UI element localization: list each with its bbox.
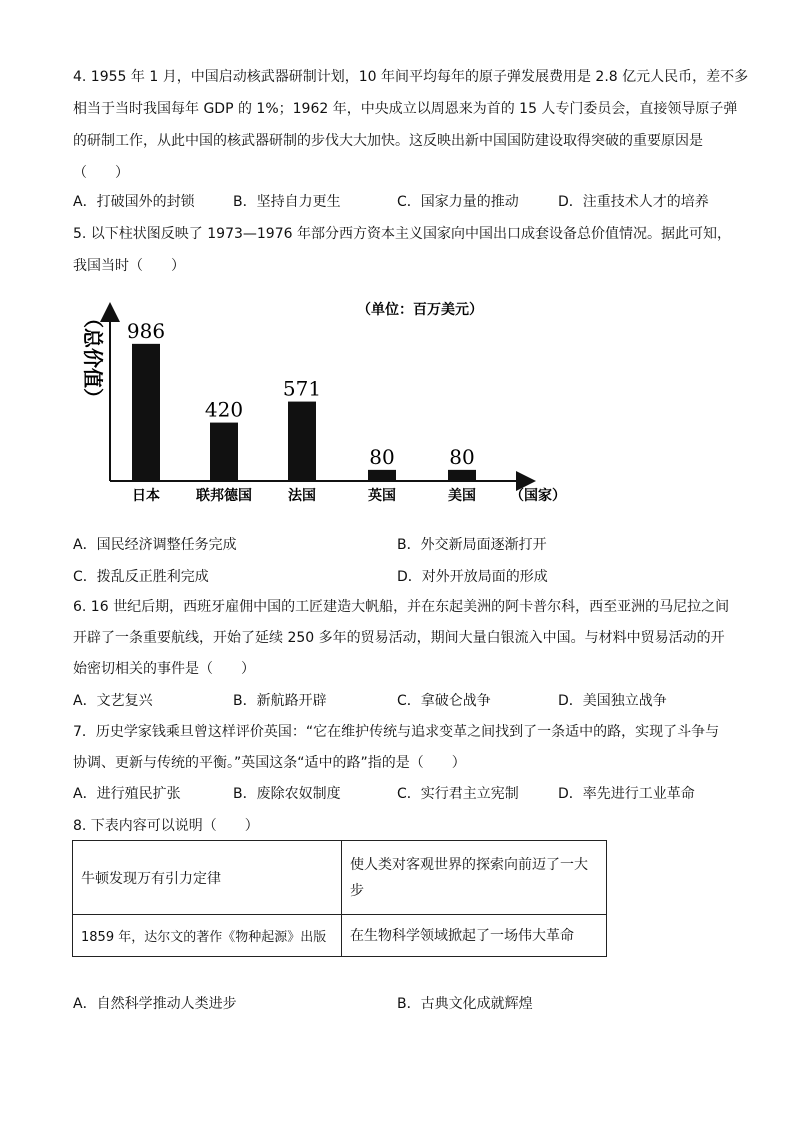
q4-option-d: D．注重技术人才的培养 bbox=[558, 194, 709, 210]
x-tick-label: 法国 bbox=[288, 488, 316, 504]
q8-table bbox=[72, 840, 607, 957]
table-cell: 1859 年，达尔文的著作《物种起源》出版 bbox=[73, 915, 342, 957]
q6-stem-line-1: 6. 16 世纪后期，西班牙雇佣中国的工匠建造大帆船，并在东起美洲的阿卡普尔科，西至亚洲的马尼拉之间 bbox=[73, 599, 730, 615]
table-cell: 在生物科学领域掀起了一场伟大革命 bbox=[342, 915, 607, 957]
q4-stem-line-3: 的研制工作，从此中国的核武器研制的步伐大大加快。这反映出新中国国防建设取得突破的重要原因是 bbox=[73, 133, 703, 149]
q7-stem-line-2: 协调、更新与传统的平衡。”英国这条“适中的路”指的是（ ） bbox=[73, 755, 466, 771]
x-tick-label: 联邦德国 bbox=[196, 488, 252, 504]
q7-option-c: C．实行君主立宪制 bbox=[397, 786, 519, 802]
q6-option-c: C．拿破仑战争 bbox=[397, 693, 491, 709]
bar-3 bbox=[368, 470, 396, 481]
bar-value-label: 986 bbox=[126, 318, 166, 343]
q6-option-b: B．新航路开辟 bbox=[233, 693, 327, 709]
bar-0 bbox=[132, 344, 160, 481]
bar-1 bbox=[210, 423, 238, 481]
q7-option-a: A．进行殖民扩张 bbox=[73, 786, 181, 802]
bar-value-label: 420 bbox=[204, 397, 244, 422]
q8-option-b: B．古典文化成就辉煌 bbox=[397, 996, 533, 1012]
q4-option-a: A．打破国外的封锁 bbox=[73, 194, 195, 210]
q5-option-a: A．国民经济调整任务完成 bbox=[73, 537, 237, 553]
chart-unit-note: （单位：百万美元） bbox=[357, 302, 483, 318]
y-axis-label: （总价值） bbox=[81, 308, 105, 408]
table-row bbox=[73, 915, 607, 957]
x-tick-label: 日本 bbox=[132, 488, 160, 504]
bar-value-label: 80 bbox=[449, 444, 475, 469]
q7-stem-line-1: 7．历史学家钱乘旦曾这样评价英国：“它在维护传统与追求变革之间找到了一条适中的路，实现了斗争与 bbox=[73, 724, 720, 740]
q8-stem: 8. 下表内容可以说明（ ） bbox=[73, 818, 259, 834]
chart-bars bbox=[127, 319, 476, 504]
q5-option-c: C．拨乱反正胜利完成 bbox=[73, 569, 209, 585]
q4-option-c: C．国家力量的推动 bbox=[397, 194, 519, 210]
q5-option-d: D．对外开放局面的形成 bbox=[397, 569, 548, 585]
bar-4 bbox=[448, 470, 476, 481]
q7-option-d: D．率先进行工业革命 bbox=[558, 786, 695, 802]
bar-value-label: 571 bbox=[282, 376, 322, 401]
table-row bbox=[73, 841, 607, 915]
q6-option-d: D．美国独立战争 bbox=[558, 693, 667, 709]
bar-chart bbox=[60, 298, 566, 513]
q5-stem-line-1: 5. 以下柱状图反映了 1973—1976 年部分西方资本主义国家向中国出口成套设备总价值情况。据此可知， bbox=[73, 226, 731, 242]
q6-option-a: A．文艺复兴 bbox=[73, 693, 153, 709]
q5-option-b: B．外交新局面逐渐打开 bbox=[397, 537, 547, 553]
q4-stem-line-4: （ ） bbox=[73, 165, 129, 181]
q7-option-b: B．废除农奴制度 bbox=[233, 786, 341, 802]
q4-stem-line-1: 4. 1955 年 1 月，中国启动核武器研制计划，10 年间平均每年的原子弹发展费用是 2.8 亿元人民币，差不多 bbox=[73, 69, 749, 85]
q8-option-a: A．自然科学推动人类进步 bbox=[73, 996, 237, 1012]
bar-value-label: 80 bbox=[369, 444, 395, 469]
table-cell: 使人类对客观世界的探索向前迈了一大步 bbox=[342, 841, 607, 915]
q6-stem-line-3: 始密切相关的事件是（ ） bbox=[73, 661, 255, 677]
bar-2 bbox=[288, 402, 316, 481]
x-axis-label: （国家） bbox=[510, 488, 566, 504]
q5-stem-line-2: 我国当时（ ） bbox=[73, 258, 185, 274]
x-tick-label: 英国 bbox=[368, 488, 396, 504]
q6-stem-line-2: 开辟了一条重要航线，开始了延续 250 多年的贸易活动，期间大量白银流入中国。与材料中贸易活动的开 bbox=[73, 630, 725, 646]
table-cell: 牛顿发现万有引力定律 bbox=[73, 841, 342, 915]
x-tick-label: 美国 bbox=[448, 488, 476, 504]
q4-option-b: B．坚持自力更生 bbox=[233, 194, 341, 210]
q4-stem-line-2: 相当于当时我国每年 GDP 的 1%；1962 年，中央成立以周恩来为首的 15 人专门委员会，直接领导原子弹 bbox=[73, 101, 738, 117]
